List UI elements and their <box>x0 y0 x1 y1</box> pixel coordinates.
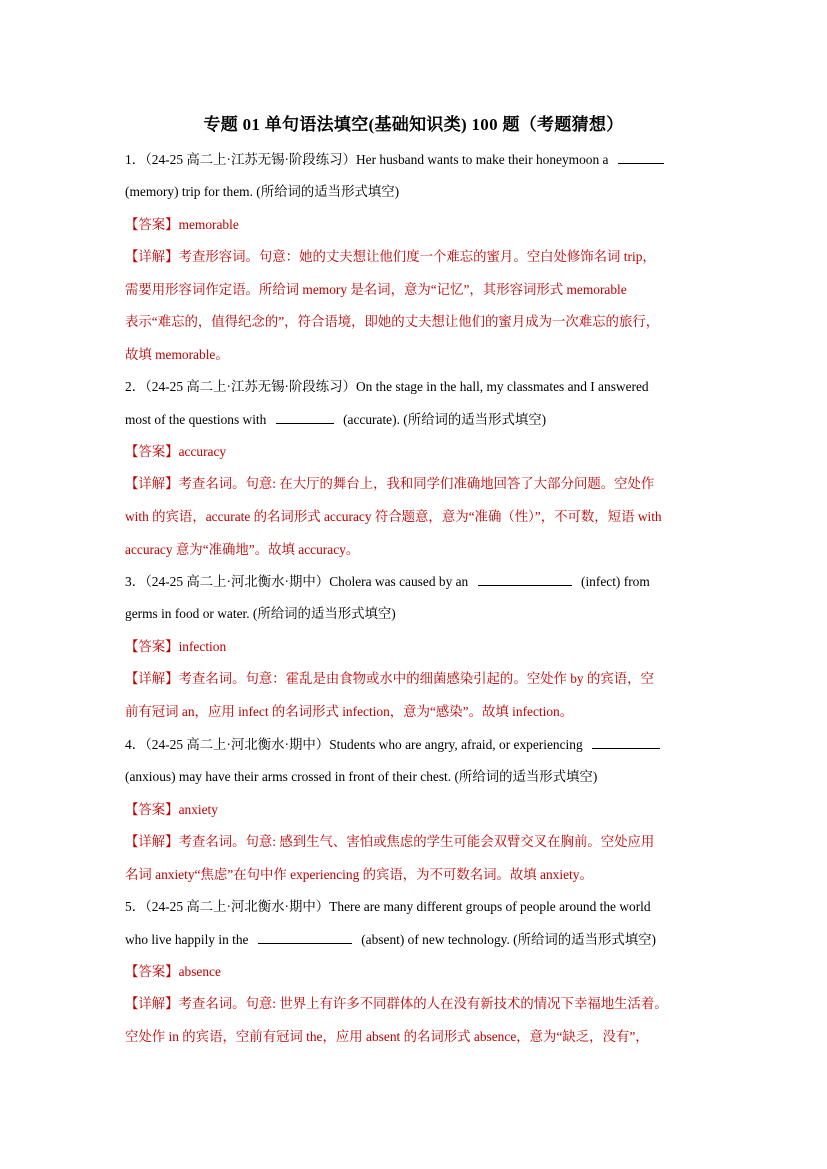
detail-line <box>125 994 703 1014</box>
detail-line: with 的宾语，accurate 的名词形式 accuracy 符合题意，意为“准确（性）”，不可数，短语 with <box>125 509 662 524</box>
question-4-text: 4．（24-25 高二上·河北衡水·期中）Students who are angry, afraid, or experiencing <box>125 737 583 752</box>
question-3-line-1 <box>125 572 703 592</box>
answer-text: anxiety <box>178 802 218 817</box>
answer-label: 【答案】 <box>125 802 179 817</box>
detail-line: 空处作 in 的宾语，空前有冠词 the，应用 absent 的名词形式 absence，意为“缺乏，没有”， <box>125 1029 649 1044</box>
detail-label: 【详解】 <box>125 249 179 264</box>
detail-text: 考查名词。句意: 感到生气、害怕或焦虑的学生可能会双臂交叉在胸前。空处应用 <box>178 834 655 849</box>
detail-text: 考查名词。句意：霍乱是由食物或水中的细菌感染引起的。空处作 by 的宾语，空 <box>178 671 654 686</box>
question-2-line-1: 2．（24-25 高二上·江苏无锡·阶段练习）On the stage in the hall, my classmates and I answered <box>125 379 649 394</box>
question-2-text: most of the questions with <box>125 412 267 427</box>
question-2-text: (accurate). (所给词的适当形式填空) <box>343 412 547 427</box>
answer-text: accuracy <box>178 444 227 459</box>
answer-label: 【答案】 <box>125 444 179 459</box>
answer-line <box>125 962 703 982</box>
detail-line <box>125 669 703 689</box>
question-3-text: (infect) from <box>580 574 650 589</box>
detail-label: 【详解】 <box>125 476 179 491</box>
question-5-text: who live happily in the <box>125 932 249 947</box>
detail-text: 考查名词。句意: 世界上有许多不同群体的人在没有新技术的情况下幸福地生活着。 <box>178 996 668 1011</box>
answer-blank <box>478 573 572 586</box>
answer-line <box>125 800 703 820</box>
question-4-line-2: (anxious) may have their arms crossed in front of their chest. (所给词的适当形式填空) <box>125 769 598 784</box>
detail-line: 故填 memorable。 <box>125 347 229 362</box>
answer-line <box>125 215 703 235</box>
detail-label: 【详解】 <box>125 834 179 849</box>
detail-label: 【详解】 <box>125 671 179 686</box>
detail-line: 前有冠词 an，应用 infect 的名词形式 infection，意为“感染”。故填 infection。 <box>125 704 574 719</box>
question-3-text: 3．（24-25 高二上·河北衡水·期中）Cholera was caused by an <box>125 574 469 589</box>
detail-line: 需要用形容词作定语。所给词 memory 是名词，意为“记忆”，其形容词形式 memorable <box>125 282 627 297</box>
answer-label: 【答案】 <box>125 217 179 232</box>
detail-line <box>125 247 703 267</box>
question-5-line-1: 5．（24-25 高二上·河北衡水·期中）There are many different groups of people around the world <box>125 899 651 914</box>
answer-line <box>125 442 703 462</box>
detail-text: 考查名词。句意: 在大厅的舞台上，我和同学们准确地回答了大部分问题。空处作 <box>178 476 655 491</box>
detail-line: 名词 anxiety“焦虑”在句中作 experiencing 的宾语，为不可数名词。故填 anxiety。 <box>125 867 593 882</box>
question-2-line-2 <box>125 410 703 430</box>
page-title: 专题 01 单句语法填空(基础知识类) 100 题（考题猜想） <box>203 115 624 134</box>
answer-text: infection <box>178 639 227 654</box>
answer-text: memorable <box>178 217 239 232</box>
question-5-line-2 <box>125 930 703 950</box>
question-4-line-1 <box>125 735 703 755</box>
question-1-line-1 <box>125 150 703 170</box>
question-1-text: 1．（24-25 高二上·江苏无锡·阶段练习）Her husband wants to make their honeymoon a <box>125 152 609 167</box>
answer-blank <box>592 736 660 749</box>
answer-text: absence <box>178 964 221 979</box>
question-1-line-2: (memory) trip for them. (所给词的适当形式填空) <box>125 184 400 199</box>
answer-label: 【答案】 <box>125 639 179 654</box>
answer-blank <box>258 931 352 944</box>
detail-line: accuracy 意为“准确地”。故填 accuracy。 <box>125 542 360 557</box>
detail-line <box>125 832 703 852</box>
question-5-text: (absent) of new technology. (所给词的适当形式填空) <box>361 932 656 947</box>
detail-text: 考查形容词。句意：她的丈夫想让他们度一个难忘的蜜月。空白处修饰名词 trip， <box>178 249 656 264</box>
detail-line: 表示“难忘的，值得纪念的”，符合语境，即她的丈夫想让他们的蜜月成为一次难忘的旅行， <box>125 314 660 329</box>
detail-line <box>125 474 703 494</box>
detail-label: 【详解】 <box>125 996 179 1011</box>
answer-label: 【答案】 <box>125 964 179 979</box>
answer-line <box>125 637 703 657</box>
answer-blank <box>618 151 664 164</box>
answer-blank <box>276 411 334 424</box>
question-3-line-2: germs in food or water. (所给词的适当形式填空) <box>125 606 396 621</box>
